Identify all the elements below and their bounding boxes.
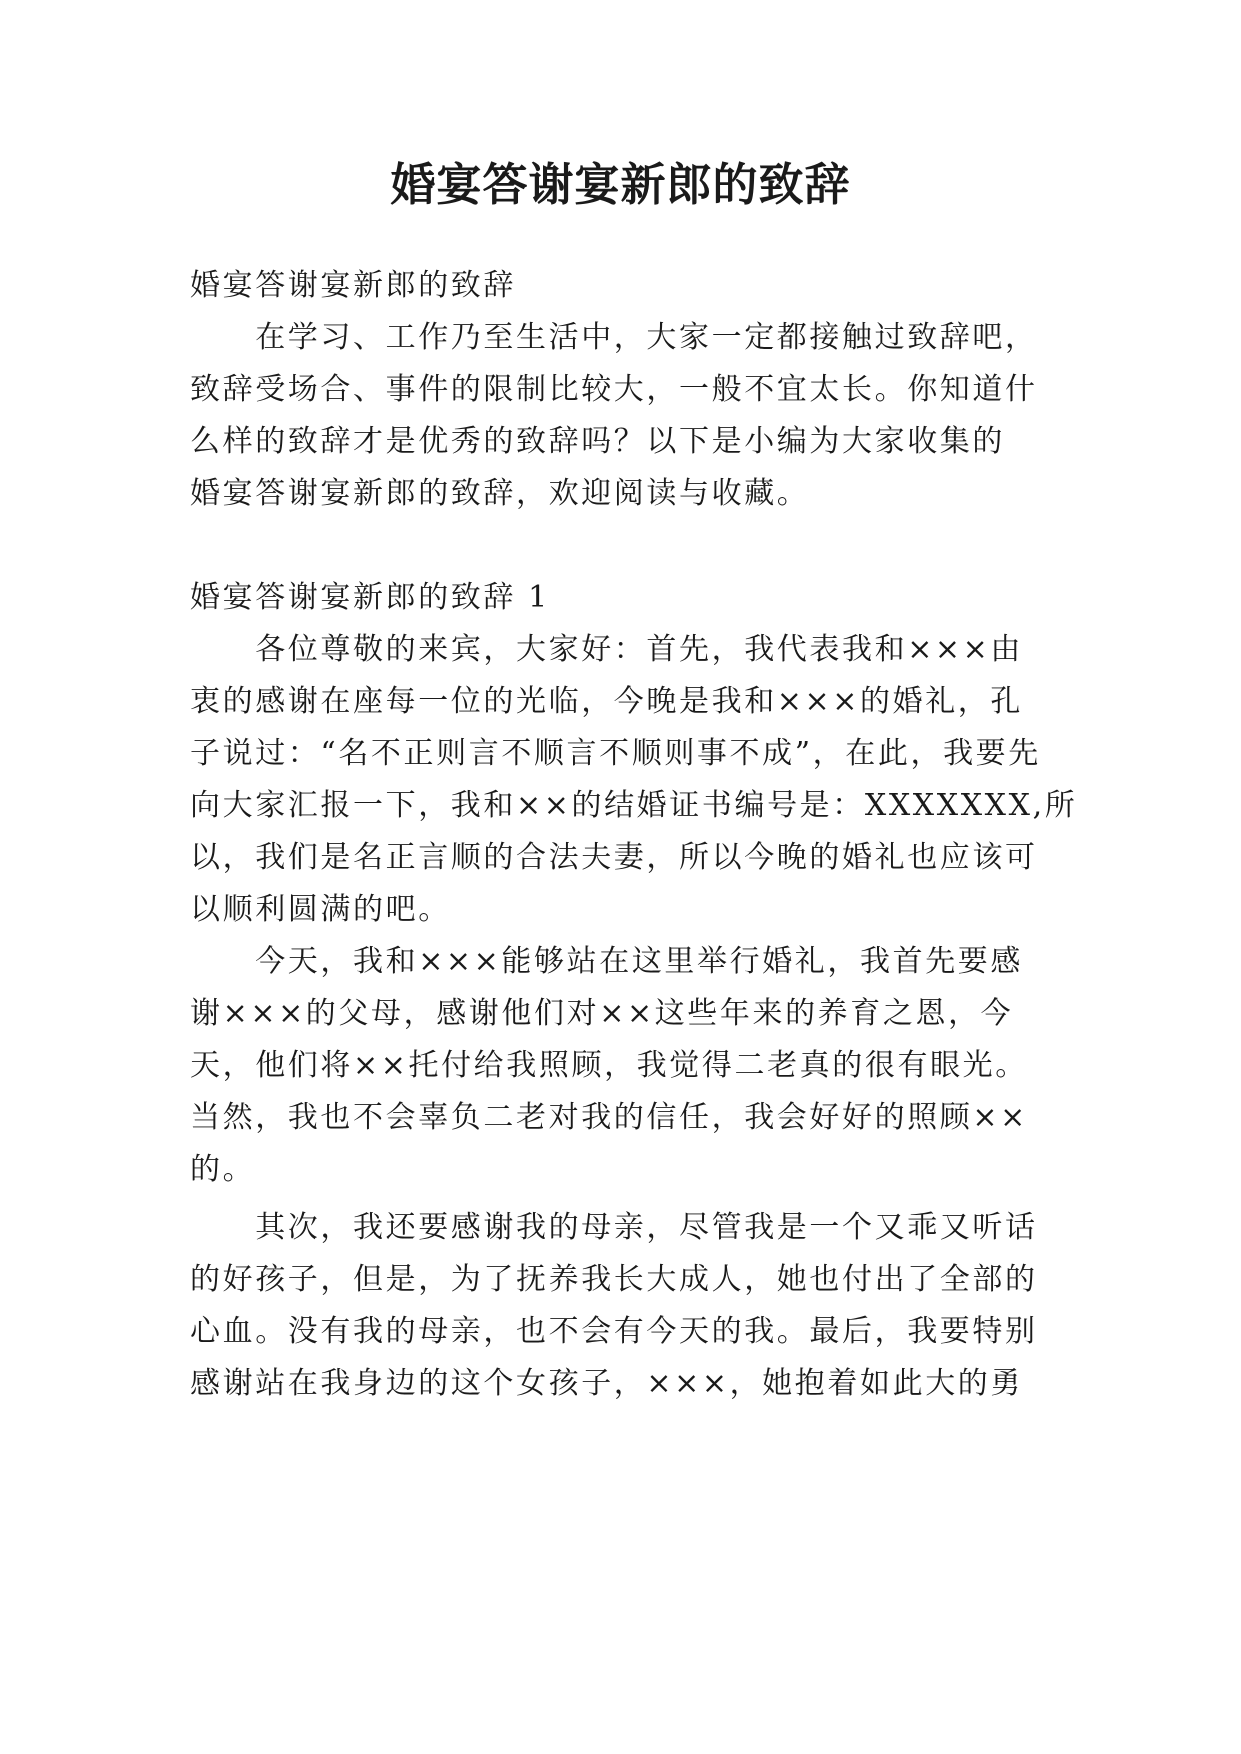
text-line: 的好孩子，但是，为了抚养我长大成人，她也付出了全部的 — [190, 1262, 1038, 1297]
text-line: 各位尊敬的来宾，大家好：首先，我代表我和×××由 — [190, 632, 1024, 667]
text-line: 么样的致辞才是优秀的致辞吗？以下是小编为大家收集的 — [190, 424, 1005, 459]
text-line: 子说过：“名不正则言不顺言不顺则事不成”，在此，我要先 — [190, 736, 1041, 771]
text-line: 的。 — [190, 1152, 256, 1187]
text-line: 在学习、工作乃至生活中，大家一定都接触过致辞吧， — [190, 320, 1038, 355]
text-line: 感谢站在我身边的这个女孩子，×××，她抱着如此大的勇 — [190, 1366, 1024, 1401]
text-line: 衷的感谢在座每一位的光临，今晚是我和×××的婚礼，孔 — [190, 684, 1024, 719]
document-title: 婚宴答谢宴新郎的致辞 — [390, 158, 851, 211]
text-line: 婚宴答谢宴新郎的致辞，欢迎阅读与收藏。 — [190, 476, 810, 511]
text-line: 心血。没有我的母亲，也不会有今天的我。最后，我要特别 — [190, 1314, 1038, 1349]
text-line: 致辞受场合、事件的限制比较大，一般不宜太长。你知道什 — [190, 372, 1038, 407]
text-line: 天，他们将××托付给我照顾，我觉得二老真的很有眼光。 — [190, 1048, 1028, 1083]
text-line: 谢×××的父母，感谢他们对××这些年来的养育之恩，今 — [190, 996, 1014, 1031]
text-line: 向大家汇报一下，我和××的结婚证书编号是：XXXXXXX,所 — [190, 788, 1078, 823]
text-line: 其次，我还要感谢我的母亲，尽管我是一个又乖又听话 — [190, 1210, 1038, 1245]
text-line: 以，我们是名正言顺的合法夫妻，所以今晚的婚礼也应该可 — [190, 840, 1038, 875]
text-line: 今天，我和×××能够站在这里举行婚礼，我首先要感 — [190, 944, 1024, 979]
section-heading: 婚宴答谢宴新郎的致辞 1 — [190, 580, 550, 615]
text-line: 以顺利圆满的吧。 — [190, 892, 451, 927]
text-line: 当然，我也不会辜负二老对我的信任，我会好好的照顾×× — [190, 1100, 1028, 1135]
text-line: 婚宴答谢宴新郎的致辞 — [190, 268, 516, 303]
